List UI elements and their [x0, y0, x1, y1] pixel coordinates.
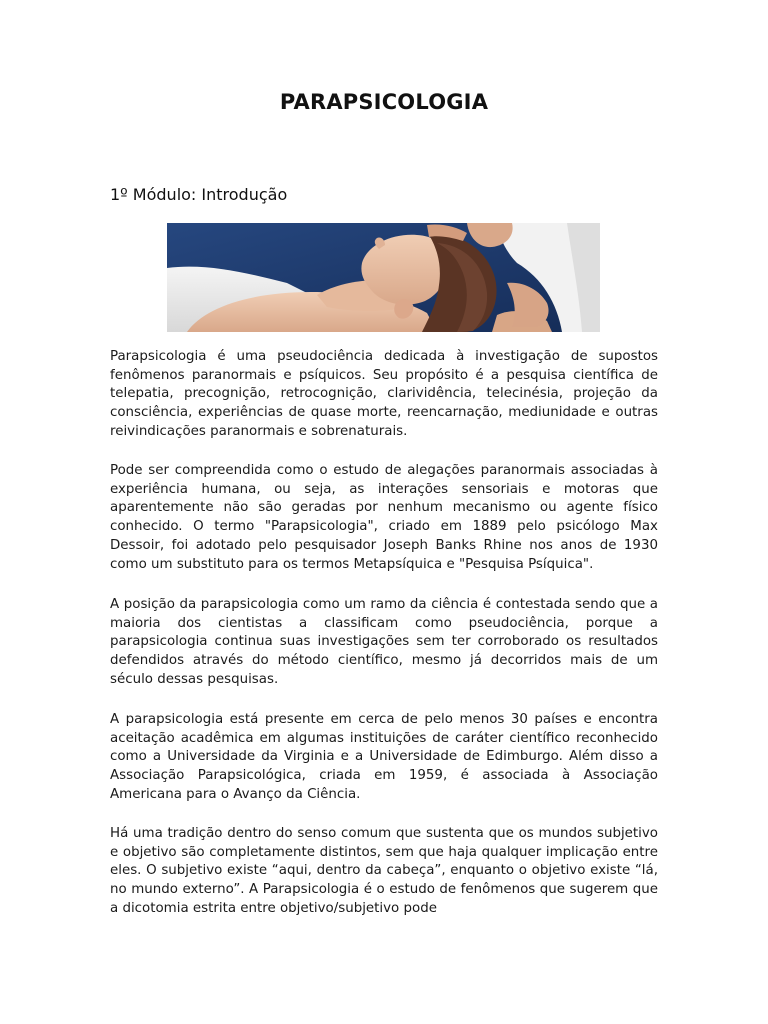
module-heading: 1º Módulo: Introdução — [110, 185, 288, 204]
illustration-photo — [167, 223, 600, 332]
paragraph-5: Há uma tradição dentro do senso comum que sustenta que os mundos subjetivo e objetivo são completamente distintos, sem que haja qualquer implicação entre eles. O subjetivo existe “aqui, dentro da cabeça”, enquanto o objetivo existe “lá, no mundo externo”. A Parapsicologia é o estudo de fenômenos que sugerem que a dicotomia estrita entre objetivo/subjetivo pode — [110, 826, 658, 916]
paragraph-3: A posição da parapsicologia como um ramo da ciência é contestada sendo que a maioria dos cientistas a classificam como pseudociência, porque a parapsicologia continua suas investigações sem ter corroborado os resultados defendidos através do método científico, mesmo já decorridos mais de um século dessas pesquisas. — [110, 597, 658, 687]
paragraph-4: A parapsicologia está presente em cerca de pelo menos 30 países e encontra aceitação acadêmica em algumas instituições de caráter científico reconhecido como a Universidade da Virginia e a Universidade de Edimburgo. Além disso a Associação Parapsicológica, criada em 1959, é associada à Associação Americana para o Avanço da Ciência. — [110, 712, 658, 802]
paragraph-2: Pode ser compreendida como o estudo de alegações paranormais associadas à experiência humana, ou seja, as interações sensoriais e motoras que aparentemente não são geradas por nenhum mecanismo ou agente físico conhecido. O termo "Parapsicologia", criado em 1889 pelo psicólogo Max Dessoir, foi adotado pelo pesquisador Joseph Banks Rhine nos anos de 1930 como um substituto para os termos Metapsíquica e "Pesquisa Psíquica". — [110, 463, 658, 572]
paragraph-1: Parapsicologia é uma pseudociência dedicada à investigação de supostos fenômenos paranormais e psíquicos. Seu propósito é a pesquisa científica de telepatia, precognição, retrocognição, clarividência, telecinésia, projeção da consciência, experiências de quase morte, reencarnação, mediunidade e outras reivindicações paranormais e sobrenaturais. — [110, 349, 658, 439]
document-title: PARAPSICOLOGIA — [279, 90, 489, 114]
